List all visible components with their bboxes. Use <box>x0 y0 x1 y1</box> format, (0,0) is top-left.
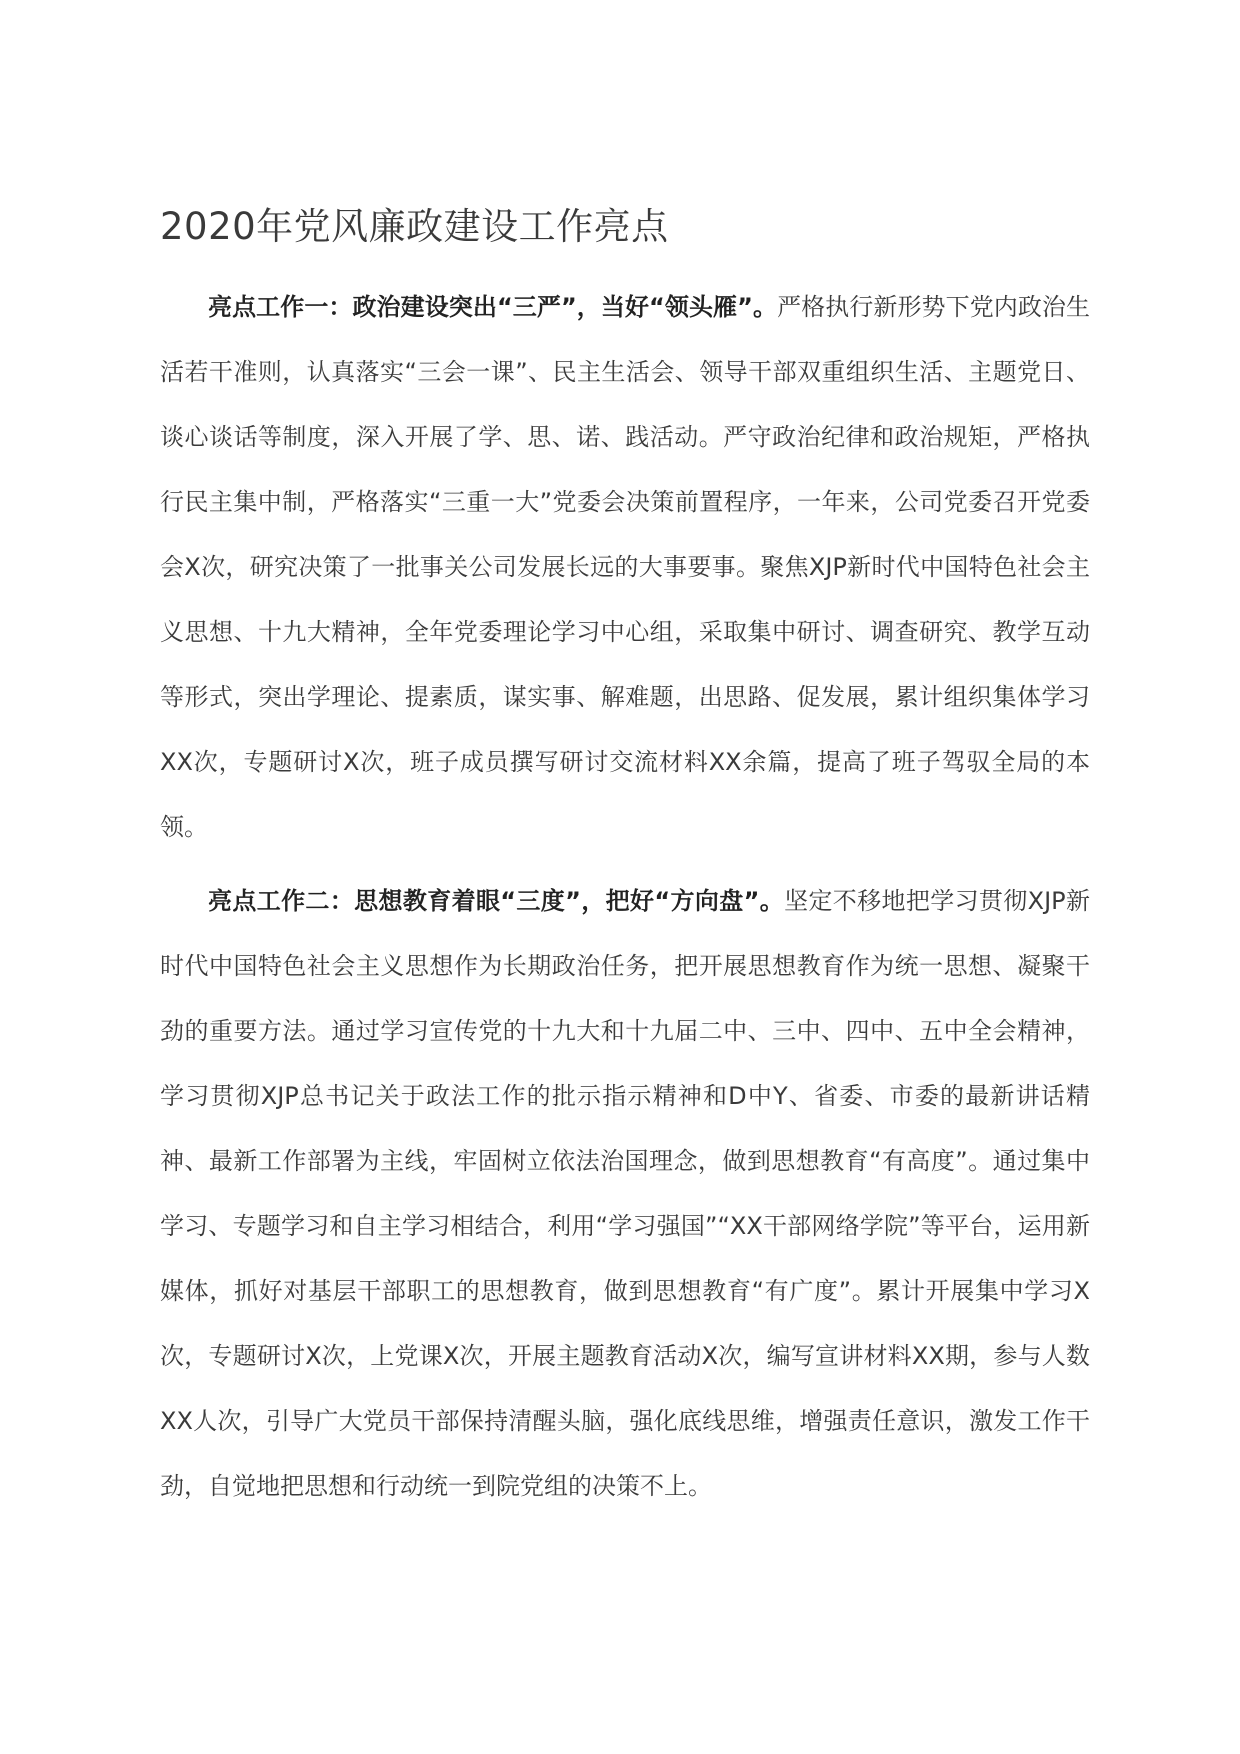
document-title: 2020年党风廉政建设工作亮点 <box>160 205 669 248</box>
paragraph-highlight-two <box>160 869 1090 1519</box>
paragraph-lead: 亮点工作一：政治建设突出“三严”，当好“领头雁”。 <box>208 293 778 321</box>
paragraph-lead: 亮点工作二：思想教育着眼“三度”，把好“方向盘”。 <box>208 887 785 915</box>
paragraph-highlight-one <box>160 275 1090 860</box>
paragraph-body: 坚定不移地把学习贯彻XJP新时代中国特色社会主义思想作为长期政治任务，把开展思想教育作为统一思想、凝聚干劲的重要方法。通过学习宣传党的十九大和十九届二中、三中、四中、五中全会精神，学习贯彻XJP总书记关于政法工作的批示指示精神和D中Y、省委、市委的最新讲话精神、最新工作部署为主线，牢固树立依法治国理念，做到思想教育“有高度”。通过集中学习、专题学习和自主学习相结合，利用“学习强国”“XX干部网络学院”等平台，运用新媒体，抓好对基层干部职工的思想教育，做到思想教育“有广度”。累计开展集中学习X次，专题研讨X次，上党课X次，开展主题教育活动X次，编写宣讲材料XX期，参与人数XX人次，引导广大党员干部保持清醒头脑，强化底线思维，增强责任意识，激发工作干劲，自觉地把思想和行动统一到院党组的决策不上。 <box>160 887 1090 1500</box>
paragraph-body: 严格执行新形势下党内政治生活若干准则，认真落实“三会一课”、民主生活会、领导干部双重组织生活、主题党日、谈心谈话等制度，深入开展了学、思、诺、践活动。严守政治纪律和政治规矩，严格执行民主集中制，严格落实“三重一大”党委会决策前置程序，一年来，公司党委召开党委会X次，研究决策了一批事关公司发展长远的大事要事。聚焦XJP新时代中国特色社会主义思想、十九大精神，全年党委理论学习中心组，采取集中研讨、调查研究、教学互动等形式，突出学理论、提素质，谋实事、解难题，出思路、促发展，累计组织集体学习XX次，专题研讨X次，班子成员撰写研讨交流材料XX余篇，提高了班子驾驭全局的本领。 <box>160 293 1091 841</box>
